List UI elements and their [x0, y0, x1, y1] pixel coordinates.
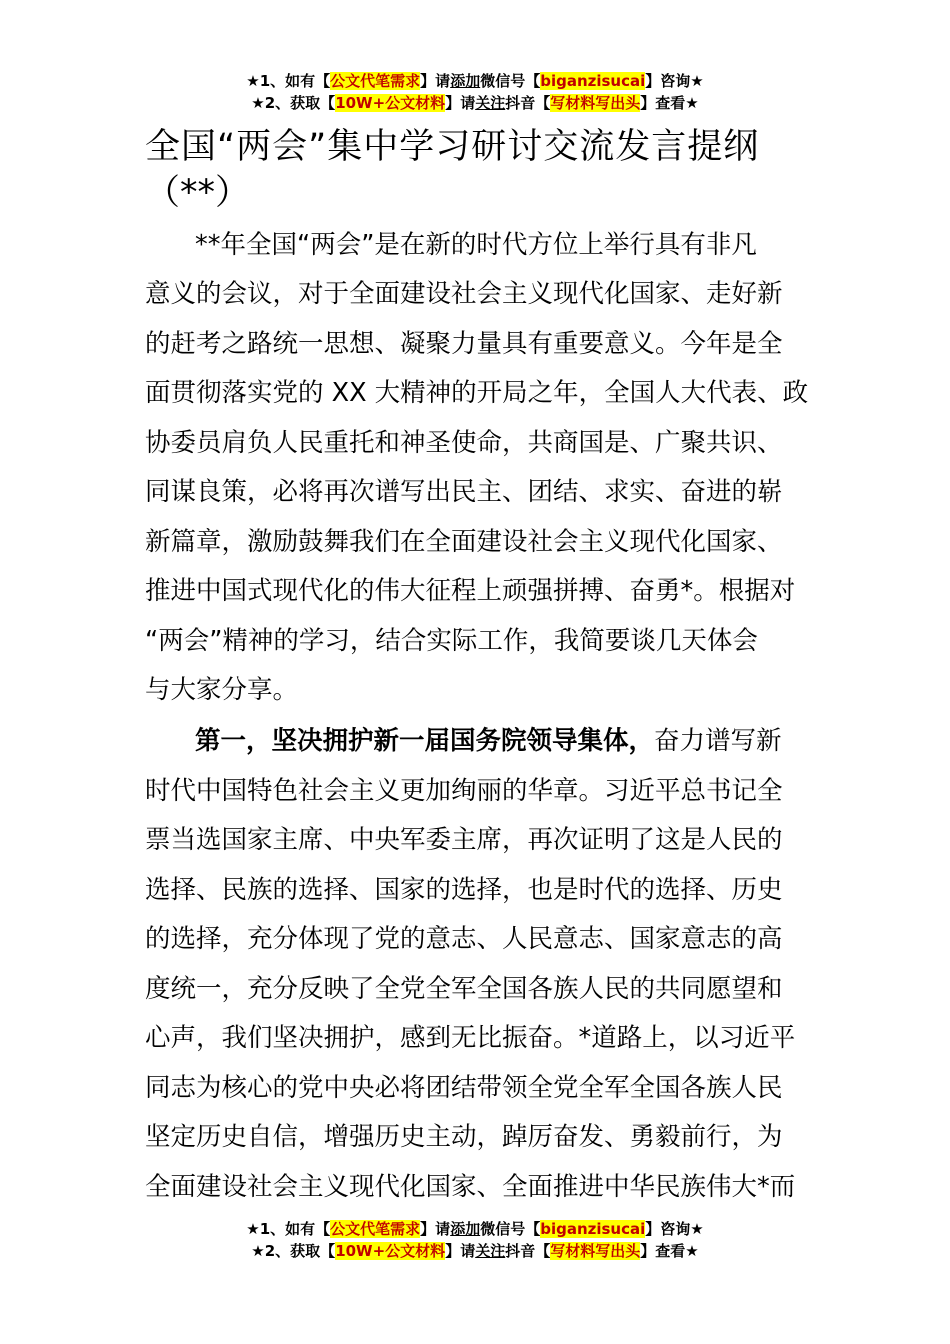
banner-text: 】请 — [420, 1220, 451, 1238]
paragraph-line: 同志为核心的党中央必将团结带领全党全军全国各族人民 — [145, 1073, 783, 1103]
banner-text: ★2、获取【 — [251, 1242, 336, 1260]
banner-wechat-id: biganzisucai — [540, 1220, 646, 1238]
banner-douyin-id: 写材料写出头 — [550, 94, 641, 112]
document-title-suffix: （**） — [145, 173, 251, 213]
paragraph-line: 坚定历史自信，增强历史主动，踔厉奋发、勇毅前行，为 — [145, 1122, 783, 1152]
paragraph-line: 推进中国式现代化的伟大征程上顽强拼搏、奋勇*。根据对 — [145, 576, 796, 606]
paragraph-line — [195, 724, 782, 758]
paragraph-line: 度统一，充分反映了全党全军全国各族人民的共同愿望和 — [145, 974, 783, 1004]
banner-text: 】咨询★ — [645, 1220, 704, 1238]
banner-highlight: 10W+公文材料 — [335, 94, 446, 112]
banner-text: 抖音【 — [505, 94, 551, 112]
paragraph-line: 同谋良策，必将再次谱写出民主、团结、求实、奋进的崭 — [145, 477, 783, 507]
banner-underlined: 关注 — [475, 94, 506, 112]
bottom-banner — [0, 1218, 950, 1262]
paragraph-line: 选择、民族的选择、国家的选择，也是时代的选择、历史 — [145, 875, 783, 905]
banner-underlined: 添加 — [450, 72, 481, 90]
top-banner — [0, 70, 950, 114]
paragraph-line: 新篇章，激励鼓舞我们在全面建设社会主义现代化国家、 — [145, 527, 783, 557]
banner-douyin-id: 写材料写出头 — [550, 1242, 641, 1260]
paragraph-line: 的选择，充分体现了党的意志、人民意志、国家意志的高 — [145, 924, 783, 954]
paragraph-line: 全面建设社会主义现代化国家、全面推进中华民族伟大*而 — [145, 1172, 796, 1202]
banner-text: 微信号【 — [480, 72, 541, 90]
banner-underlined: 添加 — [450, 1220, 481, 1238]
banner-text: 】请 — [420, 72, 451, 90]
paragraph-line: 票当选国家主席、中央军委主席，再次证明了这是人民的 — [145, 825, 783, 855]
paragraph-line: 心声，我们坚决拥护，感到无比振奋。*道路上，以习近平 — [145, 1023, 796, 1053]
document-title: 全国“两会”集中学习研讨交流发言提纲 — [145, 127, 760, 167]
paragraph-line: 时代中国特色社会主义更加绚丽的华章。习近平总书记全 — [145, 776, 783, 806]
banner-text: 】请 — [445, 1242, 476, 1260]
banner-line-2 — [0, 92, 950, 114]
paragraph-text: 奋力谱写新 — [654, 726, 782, 756]
banner-line-1 — [0, 1218, 950, 1240]
banner-text: 微信号【 — [480, 1220, 541, 1238]
banner-underlined: 关注 — [475, 1242, 506, 1260]
paragraph-line: **年全国“两会”是在新的时代方位上举行具有非凡 — [195, 230, 757, 260]
paragraph-line: 协委员肩负人民重托和神圣使命，共商国是、广聚共识、 — [145, 428, 783, 458]
banner-text: 】查看★ — [640, 1242, 699, 1260]
section-heading: 第一，坚决拥护新一届国务院领导集体， — [195, 726, 655, 756]
banner-text: 抖音【 — [505, 1242, 551, 1260]
banner-line-1 — [0, 70, 950, 92]
banner-highlight: 公文代笔需求 — [330, 1220, 421, 1238]
banner-line-2 — [0, 1240, 950, 1262]
banner-text: 】咨询★ — [645, 72, 704, 90]
banner-highlight: 公文代笔需求 — [330, 72, 421, 90]
paragraph-line: “两会”精神的学习，结合实际工作，我简要谈几天体会 — [145, 626, 758, 656]
banner-text: ★1、如有【 — [246, 1220, 331, 1238]
paragraph-line: 的赶考之路统一思想、凝聚力量具有重要意义。今年是全 — [145, 329, 783, 359]
banner-text: 】请 — [445, 94, 476, 112]
banner-text: 】查看★ — [640, 94, 699, 112]
banner-text: ★1、如有【 — [246, 72, 331, 90]
banner-highlight: 10W+公文材料 — [335, 1242, 446, 1260]
banner-text: ★2、获取【 — [251, 94, 336, 112]
banner-wechat-id: biganzisucai — [540, 72, 646, 90]
paragraph-line: 意义的会议，对于全面建设社会主义现代化国家、走好新 — [145, 279, 783, 309]
paragraph-line: 与大家分享。 — [145, 675, 299, 705]
paragraph-line: 面贯彻落实党的 XX 大精神的开局之年，全国人大代表、政 — [145, 378, 809, 408]
